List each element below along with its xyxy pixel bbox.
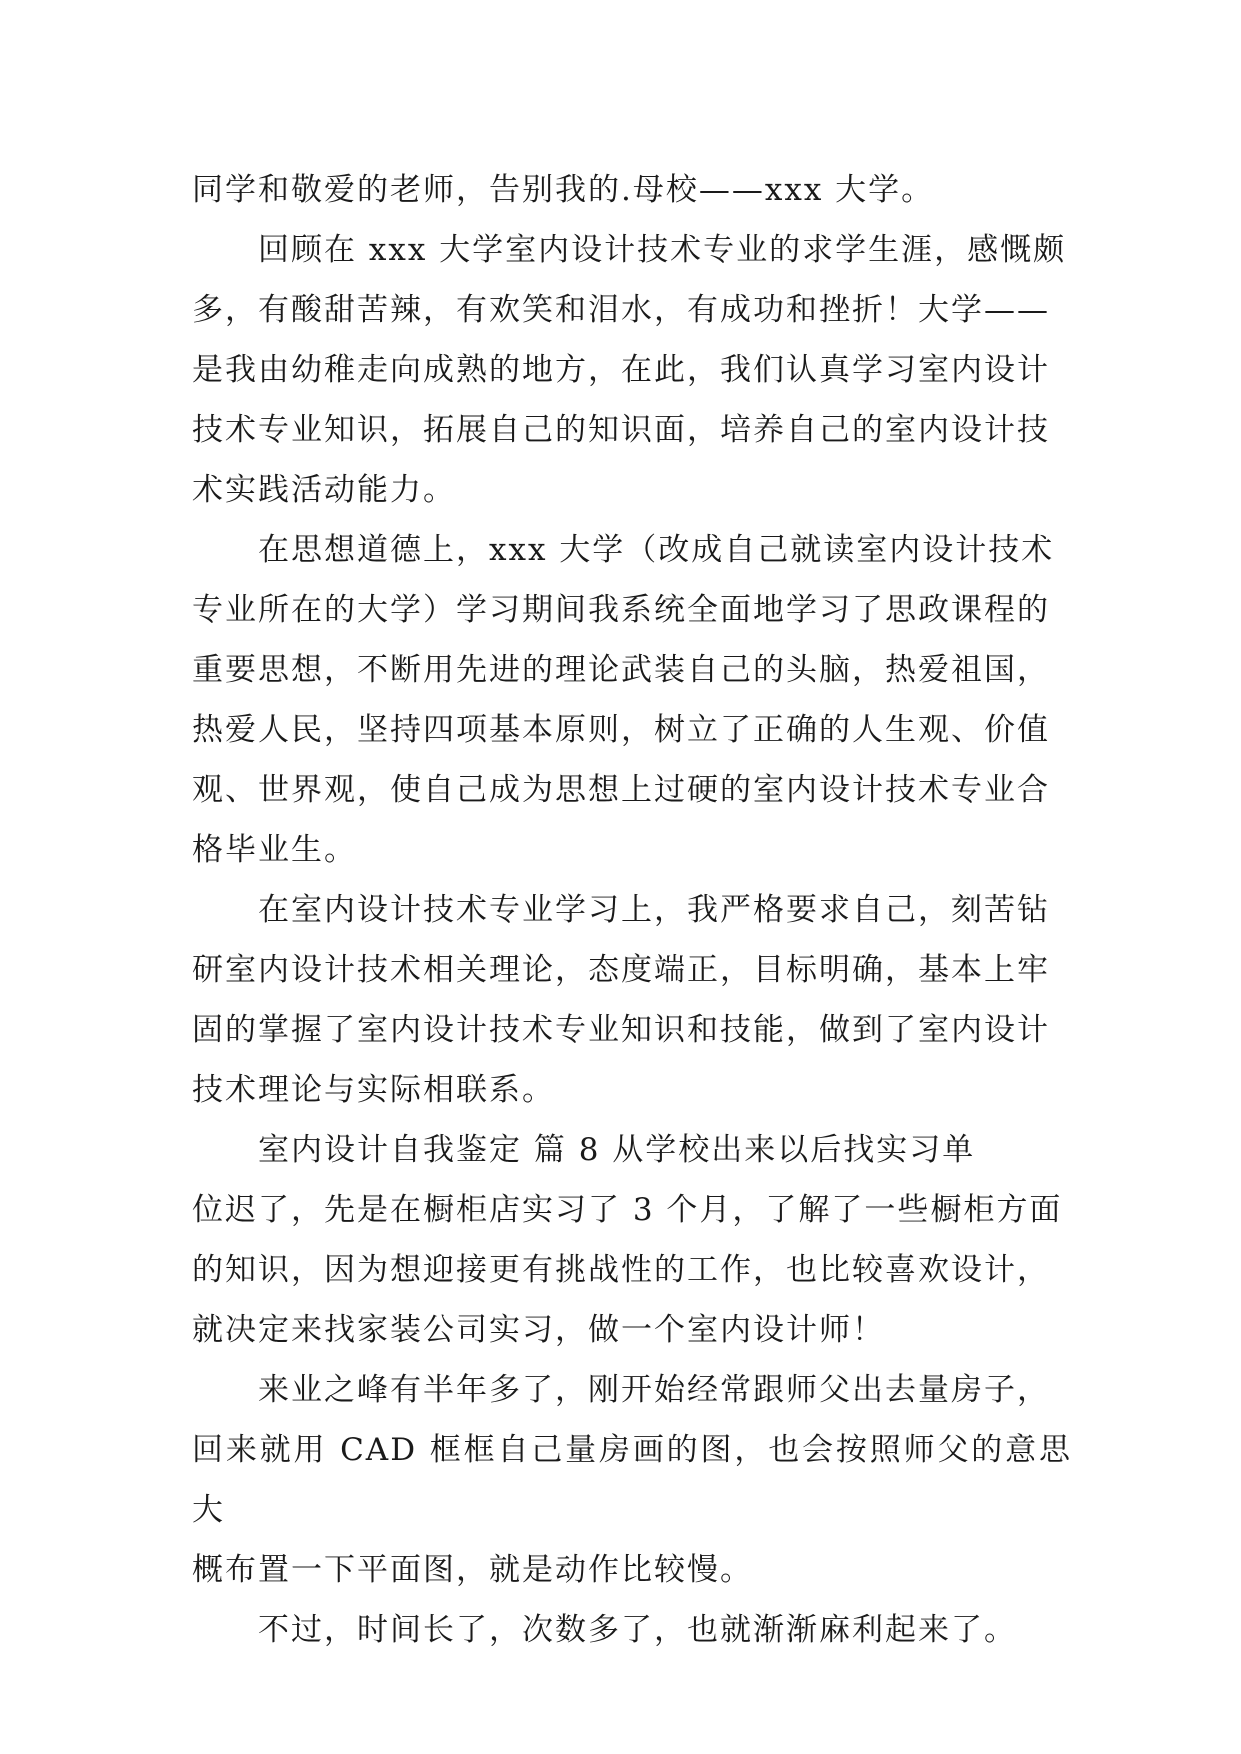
paragraph-review: 回顾在 xxx 大学室内设计技术专业的求学生涯，感慨颇 多，有酸甜苦辣，有欢笑和泪水，有成功和挫折！大学—— 是我由幼稚走向成熟的地方，在此，我们认真学习室内设计 技术专业知识，拓展自己的知识面，培养自己的室内设计技 术实践活动能力。 <box>192 232 1067 508</box>
paragraph-section-8: 室内设计自我鉴定 篇 8 从学校出来以后找实习单 位迟了，先是在橱柜店实习了 3 个月，了解了一些橱柜方面 的知识，因为想迎接更有挑战性的工作，也比较喜欢设计， 就决定来找家装公司实习，做一个室内设计师！ <box>192 1132 1063 1348</box>
document-body <box>192 160 1072 1660</box>
paragraph-study: 在室内设计技术专业学习上，我严格要求自己，刻苦钻 研室内设计技术相关理论，态度端正，目标明确，基本上牢 固的掌握了室内设计技术专业知识和技能，做到了室内设计 技术理论与实际相联系。 <box>192 892 1050 1108</box>
paragraph-closing: 不过，时间长了，次数多了，也就渐渐麻利起来了。 <box>258 1612 1017 1648</box>
paragraph-ideology: 在思想道德上，xxx 大学（改成自己就读室内设计技术 专业所在的大学）学习期间我系统全面地学习了思政课程的 重要思想，不断用先进的理论武装自己的头脑，热爱祖国， 热爱人民，坚持四项基本原则，树立了正确的人生观、价值 观、世界观，使自己成为思想上过硬的室内设计技术专业合 格毕业生。 <box>192 532 1055 868</box>
paragraph-company: 来业之峰有半年多了，刚开始经常跟师父出去量房子， 回来就用 CAD 框框自己量房画的图，也会按照师父的意思大 概布置一下平面图，就是动作比较慢。 <box>192 1372 1072 1588</box>
paragraph-continuation: 同学和敬爱的老师，告别我的.母校——xxx 大学。 <box>192 172 935 208</box>
